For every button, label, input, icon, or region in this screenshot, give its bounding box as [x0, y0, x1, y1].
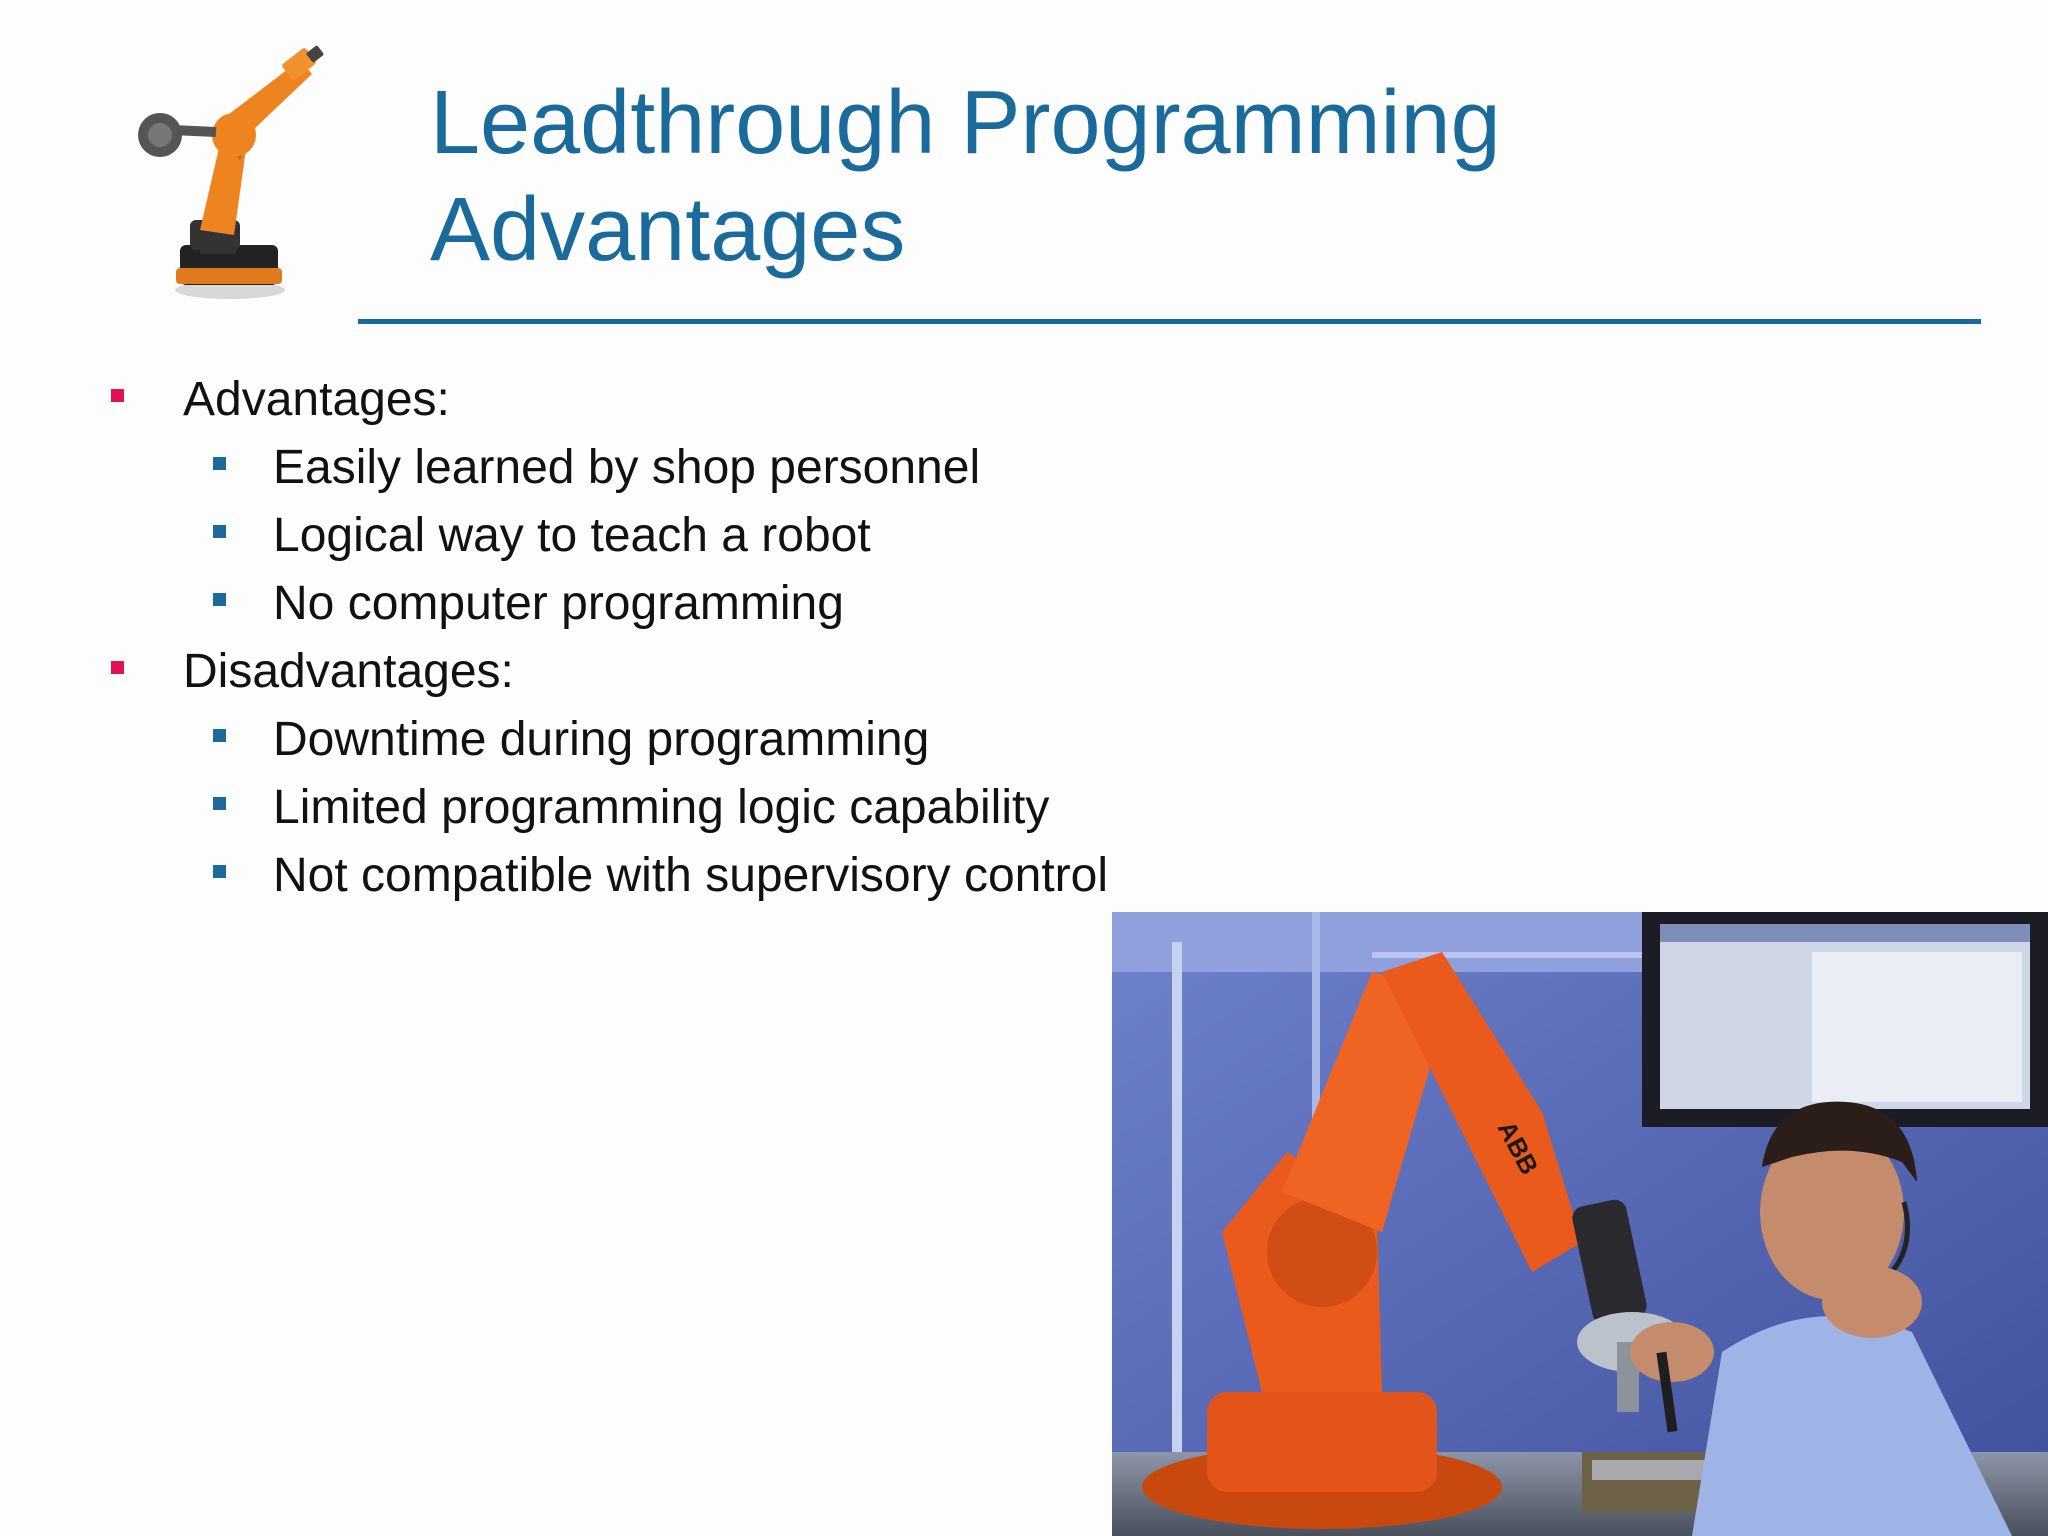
bullet-square-icon [111, 389, 124, 402]
list-item [0, 570, 1200, 638]
list-item [0, 366, 1200, 434]
bullet-text: Not compatible with supervisory control [273, 849, 1109, 902]
bullet-square-icon [213, 457, 226, 470]
bullet-text: Limited programming logic capability [273, 781, 1050, 834]
bullet-text: Advantages: [183, 373, 450, 426]
bullet-square-icon [213, 797, 226, 810]
slide-title [430, 70, 1990, 284]
list-item [0, 638, 1200, 706]
list-item [0, 706, 1200, 774]
list-item [0, 502, 1200, 570]
bullet-text: No computer programming [273, 577, 844, 630]
title-divider [358, 319, 1981, 324]
bullet-square-icon [213, 525, 226, 538]
list-item [0, 842, 1200, 910]
bullet-square-icon [213, 593, 226, 606]
robot-programming-photo [1112, 912, 2048, 1536]
bullet-text: Logical way to teach a robot [273, 509, 871, 562]
slide-title-line-1: Leadthrough Programming [430, 73, 1501, 173]
robot-brand-label: ABB [1491, 1115, 1545, 1180]
bullet-text: Easily learned by shop personnel [273, 441, 981, 494]
bullet-square-icon [213, 865, 226, 878]
bullet-list [0, 366, 1200, 910]
bullet-square-icon [111, 661, 124, 674]
list-item [0, 434, 1200, 502]
bullet-text: Downtime during programming [273, 713, 930, 766]
bullet-text: Disadvantages: [183, 645, 514, 698]
robot-arm-logo-icon [130, 40, 330, 300]
list-item [0, 774, 1200, 842]
slide-title-line-2: Advantages [430, 180, 906, 280]
bullet-square-icon [213, 729, 226, 742]
